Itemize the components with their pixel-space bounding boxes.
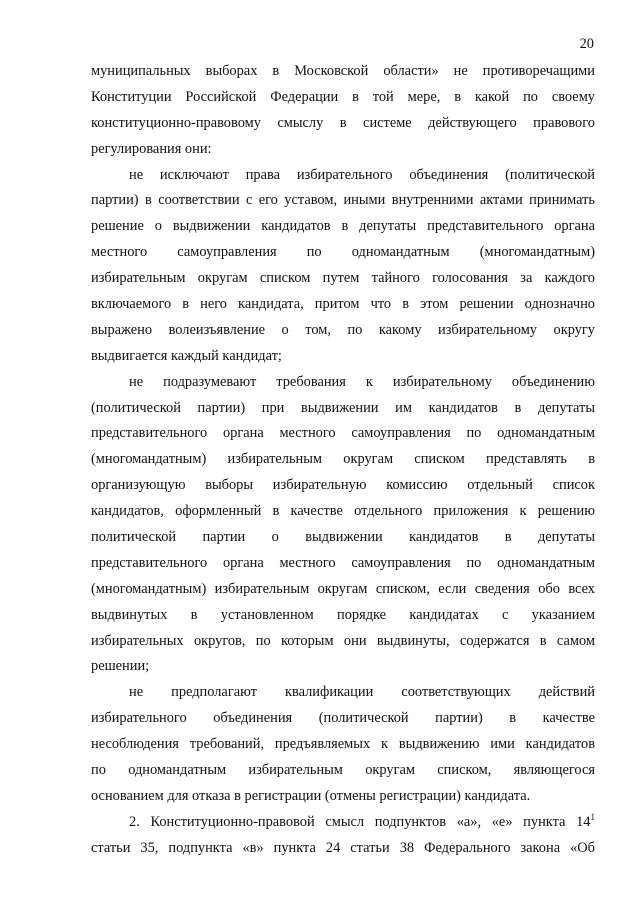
text-line: регулирования они: — [91, 140, 212, 157]
text-line-content: 2. Конституционно-правовой смысл подпунктов «а», «е» пункта 14 — [129, 813, 591, 830]
text-line: включаемого в него кандидата, притом что в этом решении однозначно — [91, 296, 595, 313]
text-line: партии) в соответствии с его уставом, иными внутренними актами принимать — [91, 192, 595, 209]
text-line: решении; — [91, 658, 150, 675]
text-line: конституционно-правовому смыслу в системе действующего правового — [91, 114, 595, 131]
paragraph-point-2 — [91, 810, 595, 862]
text-line: (политической партии) при выдвижении им кандидатов в депутаты — [91, 399, 595, 416]
text-line: не предполагают квалификации соответствующих действий — [129, 684, 595, 701]
text-line: представительного органа местного самоуправления по одномандатным — [91, 554, 595, 571]
paragraph-ne-podrazumevayut — [91, 370, 595, 681]
text-line: не подразумевают требования к избирательному объединению — [129, 373, 595, 390]
text-line: политической партии о выдвижении кандидатов в депутаты — [91, 529, 595, 546]
paragraph-ne-isklyuchayut — [91, 163, 595, 370]
text-line: (многомандатным) избирательным округам списком представлять в — [91, 451, 595, 468]
text-line: (многомандатным) избирательным округам списком, если сведения обо всех — [91, 580, 595, 597]
text-line: выражено волеизъявление о том, по какому избирательному округу — [91, 321, 595, 338]
paragraph-ne-predpolagayut — [91, 680, 595, 809]
text-line: избирательным округам списком путем тайного голосования за каждого — [91, 270, 595, 287]
text-line: выдвигается каждый кандидат; — [91, 347, 282, 364]
text-line: местного самоуправления по одномандатным (многомандатным) — [91, 244, 595, 261]
document-body — [91, 59, 595, 862]
text-line: муниципальных выборах в Московской области» не противоречащими — [91, 63, 595, 79]
paragraph-continuation — [91, 59, 595, 163]
text-line: не исключают права избирательного объединения (политической — [129, 166, 595, 183]
text-line: по одномандатным избирательным округам списком, являющегося — [91, 762, 595, 779]
text-line: кандидатов, оформленный в качестве отдельного приложения к решению — [91, 503, 595, 520]
text-line: несоблюдения требований, предъявляемых к выдвижению ими кандидатов — [91, 736, 595, 753]
text-line: организующую выборы избирательную комиссию отдельный список — [91, 477, 595, 494]
superscript-index: 1 — [590, 811, 595, 822]
text-line: статьи 35, подпункта «в» пункта 24 статьи 38 Федерального закона «Об — [91, 839, 595, 856]
text-line-with-superscript — [91, 810, 595, 836]
text-line: избирательных округов, по которым они выдвинуты, содержатся в самом — [91, 632, 595, 649]
text-line: представительного органа местного самоуправления по одномандатным — [91, 425, 595, 442]
page-number: 20 — [579, 36, 594, 52]
text-line: выдвинутых в установленном порядке кандидатах с указанием — [91, 606, 595, 623]
text-line: решение о выдвижении кандидатов в депутаты представительного органа — [91, 218, 595, 235]
text-line: избирательного объединения (политической партии) в качестве — [91, 710, 595, 727]
text-line: основанием для отказа в регистрации (отмены регистрации) кандидата. — [91, 787, 531, 804]
text-line: Конституции Российской Федерации в той мере, в какой по своему — [91, 88, 595, 105]
